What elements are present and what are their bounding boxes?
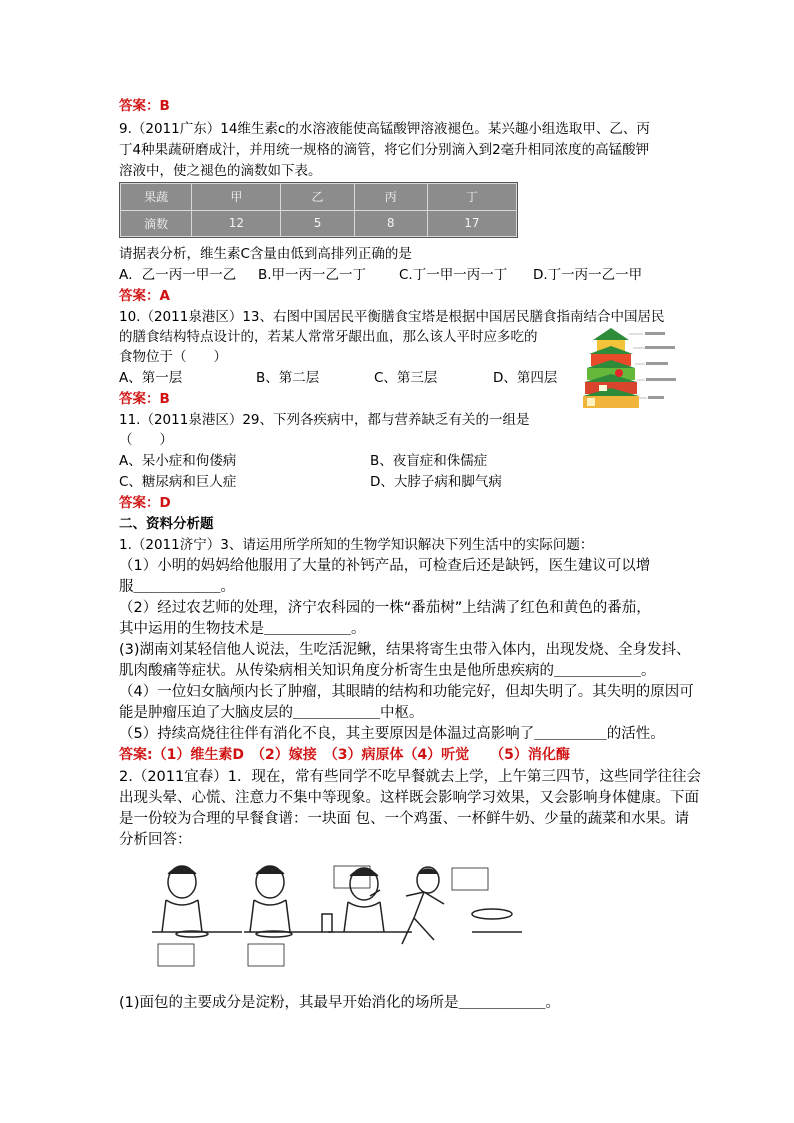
q9-option-d: D.丁一丙一乙一甲 <box>533 267 643 283</box>
q9-prompt: 请据表分析，维生素C含量由低到高排列正确的是 <box>119 246 412 262</box>
food-pyramid-image <box>583 328 679 410</box>
table-cell: 8 <box>354 210 427 237</box>
p1-line-2: （1）小明的妈妈给他服用了大量的补钙产品，可检查后还是缺钙，医生建议可以增 <box>119 558 651 574</box>
q9-text-line-1: 9.（2011广东）14维生素c的水溶液能使高锰酸钾溶液褪色。某兴趣小组选取甲、乙、丙 <box>119 121 650 137</box>
q9-option-a: A．乙一丙一甲一乙 <box>119 267 237 283</box>
p1-line-9: 能是肿瘤压迫了大脑皮层的＿＿＿＿＿＿中枢。 <box>119 705 424 721</box>
p1-line-3: 服＿＿＿＿＿＿。 <box>119 579 235 595</box>
section-title: 二、资料分析题 <box>119 516 214 532</box>
q11-answer: 答案：D <box>119 495 171 511</box>
p1-line-8: （4）一位妇女脑颅内长了肿瘤，其眼睛的结构和功能完好，但却失明了。其失明的原因可 <box>119 684 694 700</box>
q9-text-line-2: 丁4种果蔬研磨成汁，并用统一规格的滴管，将它们分别滴入到2毫升相同浓度的高锰酸钾 <box>119 142 650 158</box>
table-cell: 5 <box>281 210 354 237</box>
q10-answer: 答案：B <box>119 391 170 407</box>
q11-option-d: D、大脖子病和脚气病 <box>370 474 502 490</box>
q10-text-line-3: 食物位于（ ） <box>119 349 227 365</box>
q11-option-b: B、夜盲症和侏儒症 <box>370 453 488 469</box>
q9-text-line-3: 溶液中，使之褪色的滴数如下表。 <box>119 163 322 179</box>
q11-option-a: A、呆小症和佝偻病 <box>119 453 237 469</box>
p1-line-10: （5）持续高烧往往伴有消化不良，其主要原因是体温过高影响了＿＿＿＿＿的活性。 <box>119 726 665 742</box>
p1-line-4: （2）经过农艺师的处理，济宁农科园的一株“番茄树”上结满了红色和黄色的番茄， <box>119 600 651 616</box>
breakfast-cartoon-image <box>152 860 532 972</box>
q11-option-c: C、糖尿病和巨人症 <box>119 474 237 490</box>
q9-option-c: C.丁一甲一丙一丁 <box>399 267 508 283</box>
p1-line-7: 肌肉酸痛等症状。从传染病相关知识角度分析寄生虫是他所患疾病的＿＿＿＿＿＿。 <box>119 663 656 679</box>
p1-answer: 答案:（1）维生素D （2）嫁接 （3）病原体（4）听觉 （5）消化酶 <box>119 747 570 763</box>
table-cell: 12 <box>192 210 281 237</box>
table-cell: 甲 <box>192 184 281 211</box>
q9-option-b: B.甲一丙一乙一丁 <box>258 267 367 283</box>
q11-text-line-2: （ ） <box>119 432 173 448</box>
p1-line-5: 其中运用的生物技术是＿＿＿＿＿＿。 <box>119 621 366 637</box>
table-cell: 滴数 <box>121 210 192 237</box>
q10-option-c: C、第三层 <box>374 370 438 386</box>
table-cell: 果蔬 <box>121 184 192 211</box>
q8-answer: 答案：B <box>119 98 170 114</box>
q10-option-a: A、第一层 <box>119 370 183 386</box>
q9-answer: 答案：A <box>119 288 170 304</box>
q10-option-d: D、第四层 <box>493 370 558 386</box>
table-row <box>121 210 517 237</box>
p1-line-6: (3)湖南刘某轻信他人说法，生吃活泥鳅，结果将寄生虫带入体内，出现发烧、全身发抖、 <box>119 642 691 658</box>
q9-data-table <box>119 182 518 238</box>
p2-line-1: 2.（2011宜春）1．现在，常有些同学不吃早餐就去上学，上午第三四节，这些同学往往会 <box>119 769 701 785</box>
p2-line-4: 分析回答： <box>119 832 192 848</box>
q11-text-line-1: 11.（2011泉港区）29、下列各疾病中，都与营养缺乏有关的一组是 <box>119 412 530 428</box>
q10-text-line-1: 10.（2011泉港区）13、右图中国居民平衡膳食宝塔是根据中国居民膳食指南结合中国居民 <box>119 309 665 325</box>
table-cell: 丁 <box>427 184 516 211</box>
p2-line-2: 出现头晕、心慌、注意力不集中等现象。这样既会影响学习效果，又会影响身体健康。下面 <box>119 790 699 806</box>
table-cell: 17 <box>427 210 516 237</box>
p2-line-3: 是一份较为合理的早餐食谱：一块面 包、一个鸡蛋、一杯鲜牛奶、少量的蔬菜和水果。请 <box>119 811 690 827</box>
table-cell: 丙 <box>354 184 427 211</box>
p2-question-1: (1)面包的主要成分是淀粉，其最早开始消化的场所是＿＿＿＿＿＿。 <box>119 995 561 1011</box>
q10-text-line-2: 的膳食结构特点设计的，若某人常常牙龈出血，那么该人平时应多吃的 <box>119 329 538 345</box>
table-cell: 乙 <box>281 184 354 211</box>
q10-option-b: B、第二层 <box>256 370 320 386</box>
p1-line-1: 1.（2011济宁）3、请运用所学所知的生物学知识解决下列生活中的实际问题： <box>119 537 594 553</box>
table-header-row <box>121 184 517 211</box>
